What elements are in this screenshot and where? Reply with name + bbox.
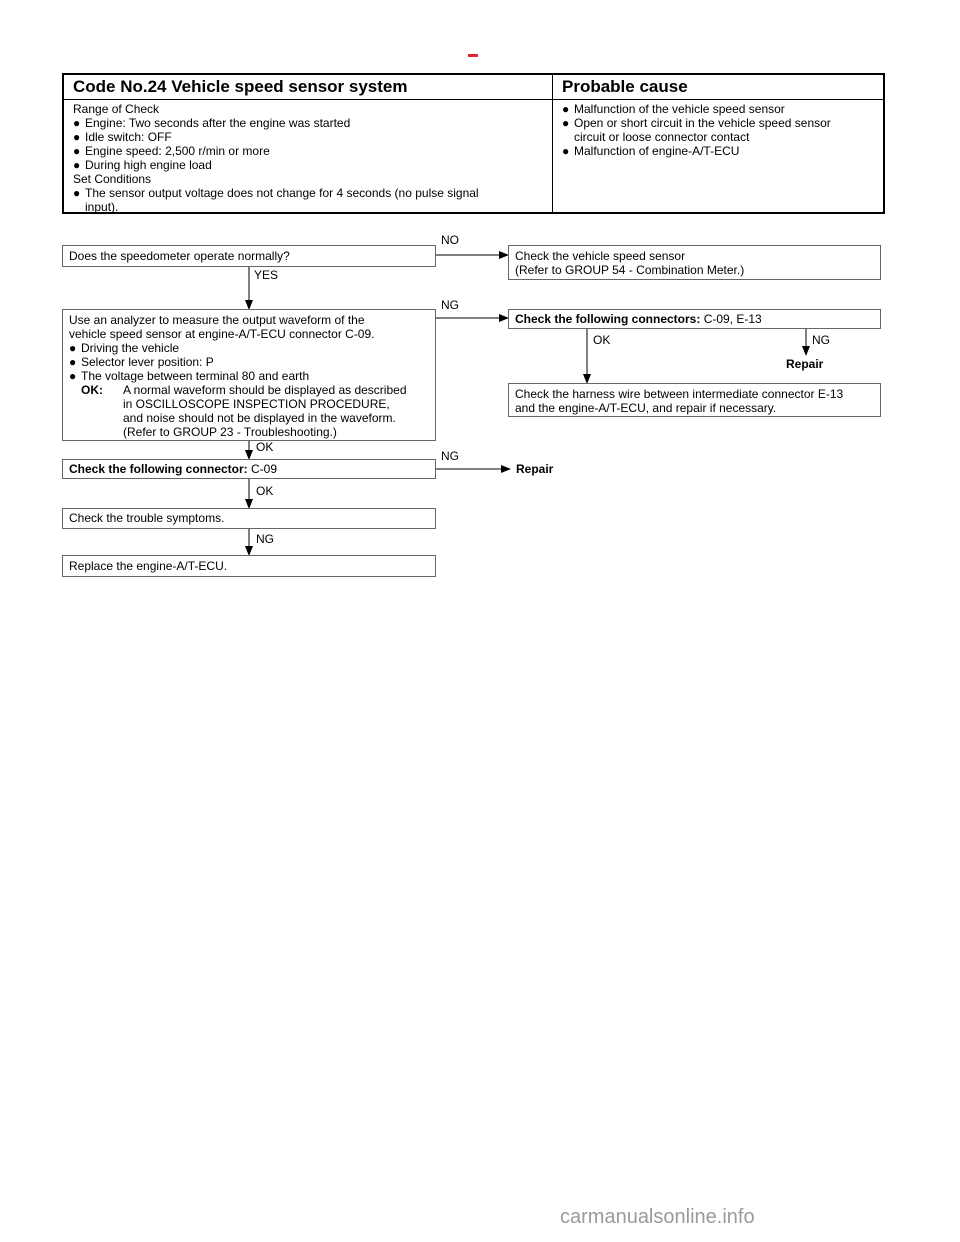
label-ng: NG — [441, 298, 459, 312]
condition-item: ● The voltage between terminal 80 and earth — [69, 369, 310, 383]
range-item: ● Idle switch: OFF — [73, 130, 172, 144]
code-title: Code No.24 Vehicle speed sensor system — [73, 77, 408, 96]
ok-criteria: OK: A normal waveform should be displayed as described in OSCILLOSCOPE INSPECTION PROCEDURE, and noise should not be displayed in the waveform. (Refer to GROUP 23 - Troubleshooting.) — [81, 383, 407, 439]
label-ok: OK — [256, 440, 274, 454]
label-ng: NG — [256, 532, 274, 546]
step-check-connector-c09: Check the following connector: C-09 — [62, 459, 436, 479]
label-yes: YES — [254, 268, 279, 282]
range-item: ● Engine speed: 2,500 r/min or more — [73, 144, 270, 158]
cause-item: ● Malfunction of the vehicle speed sensor — [562, 102, 785, 116]
watermark: carmanualsonline.info — [560, 1206, 755, 1228]
label-no: NO — [441, 233, 459, 247]
set-conditions-heading: Set Conditions — [73, 172, 152, 186]
label-ok: OK — [593, 333, 611, 347]
step-check-harness: Check the harness wire between intermediate connector E-13 and the engine-A/T-ECU, and repair if necessary. — [508, 383, 881, 417]
condition-item: ● Driving the vehicle — [69, 341, 180, 355]
step-speedometer-check: Does the speedometer operate normally? — [62, 245, 436, 267]
probable-cause-title: Probable cause — [562, 77, 688, 96]
range-item: ● Engine: Two seconds after the engine was started — [73, 116, 351, 130]
set-condition-item-cont: input). — [85, 200, 119, 214]
step-measure-waveform: Use an analyzer to measure the output waveform of the vehicle speed sensor at engine-A/T-ECU connector C-09. ● Driving the vehicle ● Selector lever position: P ● The voltage between terminal 80 and earth OK: A normal waveform should be displayed as described in OSCILLOSCOPE INSPECTION PROCEDURE, and noise should not be displayed in the waveform. (Refer to GROUP 23 - Troubleshooting.) — [62, 309, 436, 441]
label-ok: OK — [256, 484, 274, 498]
step-check-connectors: Check the following connectors: C-09, E-13 — [508, 309, 881, 329]
step-check-symptoms: Check the trouble symptoms. — [62, 508, 436, 529]
condition-item: ● Selector lever position: P — [69, 355, 214, 369]
repair-label: Repair — [516, 462, 554, 476]
step-check-speed-sensor: Check the vehicle speed sensor (Refer to GROUP 54 - Combination Meter.) — [508, 245, 881, 280]
repair-label: Repair — [786, 357, 824, 371]
label-ng: NG — [812, 333, 830, 347]
range-item: ● During high engine load — [73, 158, 212, 172]
range-heading: Range of Check — [73, 102, 160, 116]
label-ng: NG — [441, 449, 459, 463]
cause-item: ● Malfunction of engine-A/T-ECU — [562, 144, 740, 158]
set-condition-item: ● The sensor output voltage does not change for 4 seconds (no pulse signal — [73, 186, 479, 200]
cause-item-cont: circuit or loose connector contact — [574, 130, 750, 144]
step-replace-ecu: Replace the engine-A/T-ECU. — [62, 555, 436, 577]
cause-item: ● Open or short circuit in the vehicle speed sensor — [562, 116, 831, 130]
